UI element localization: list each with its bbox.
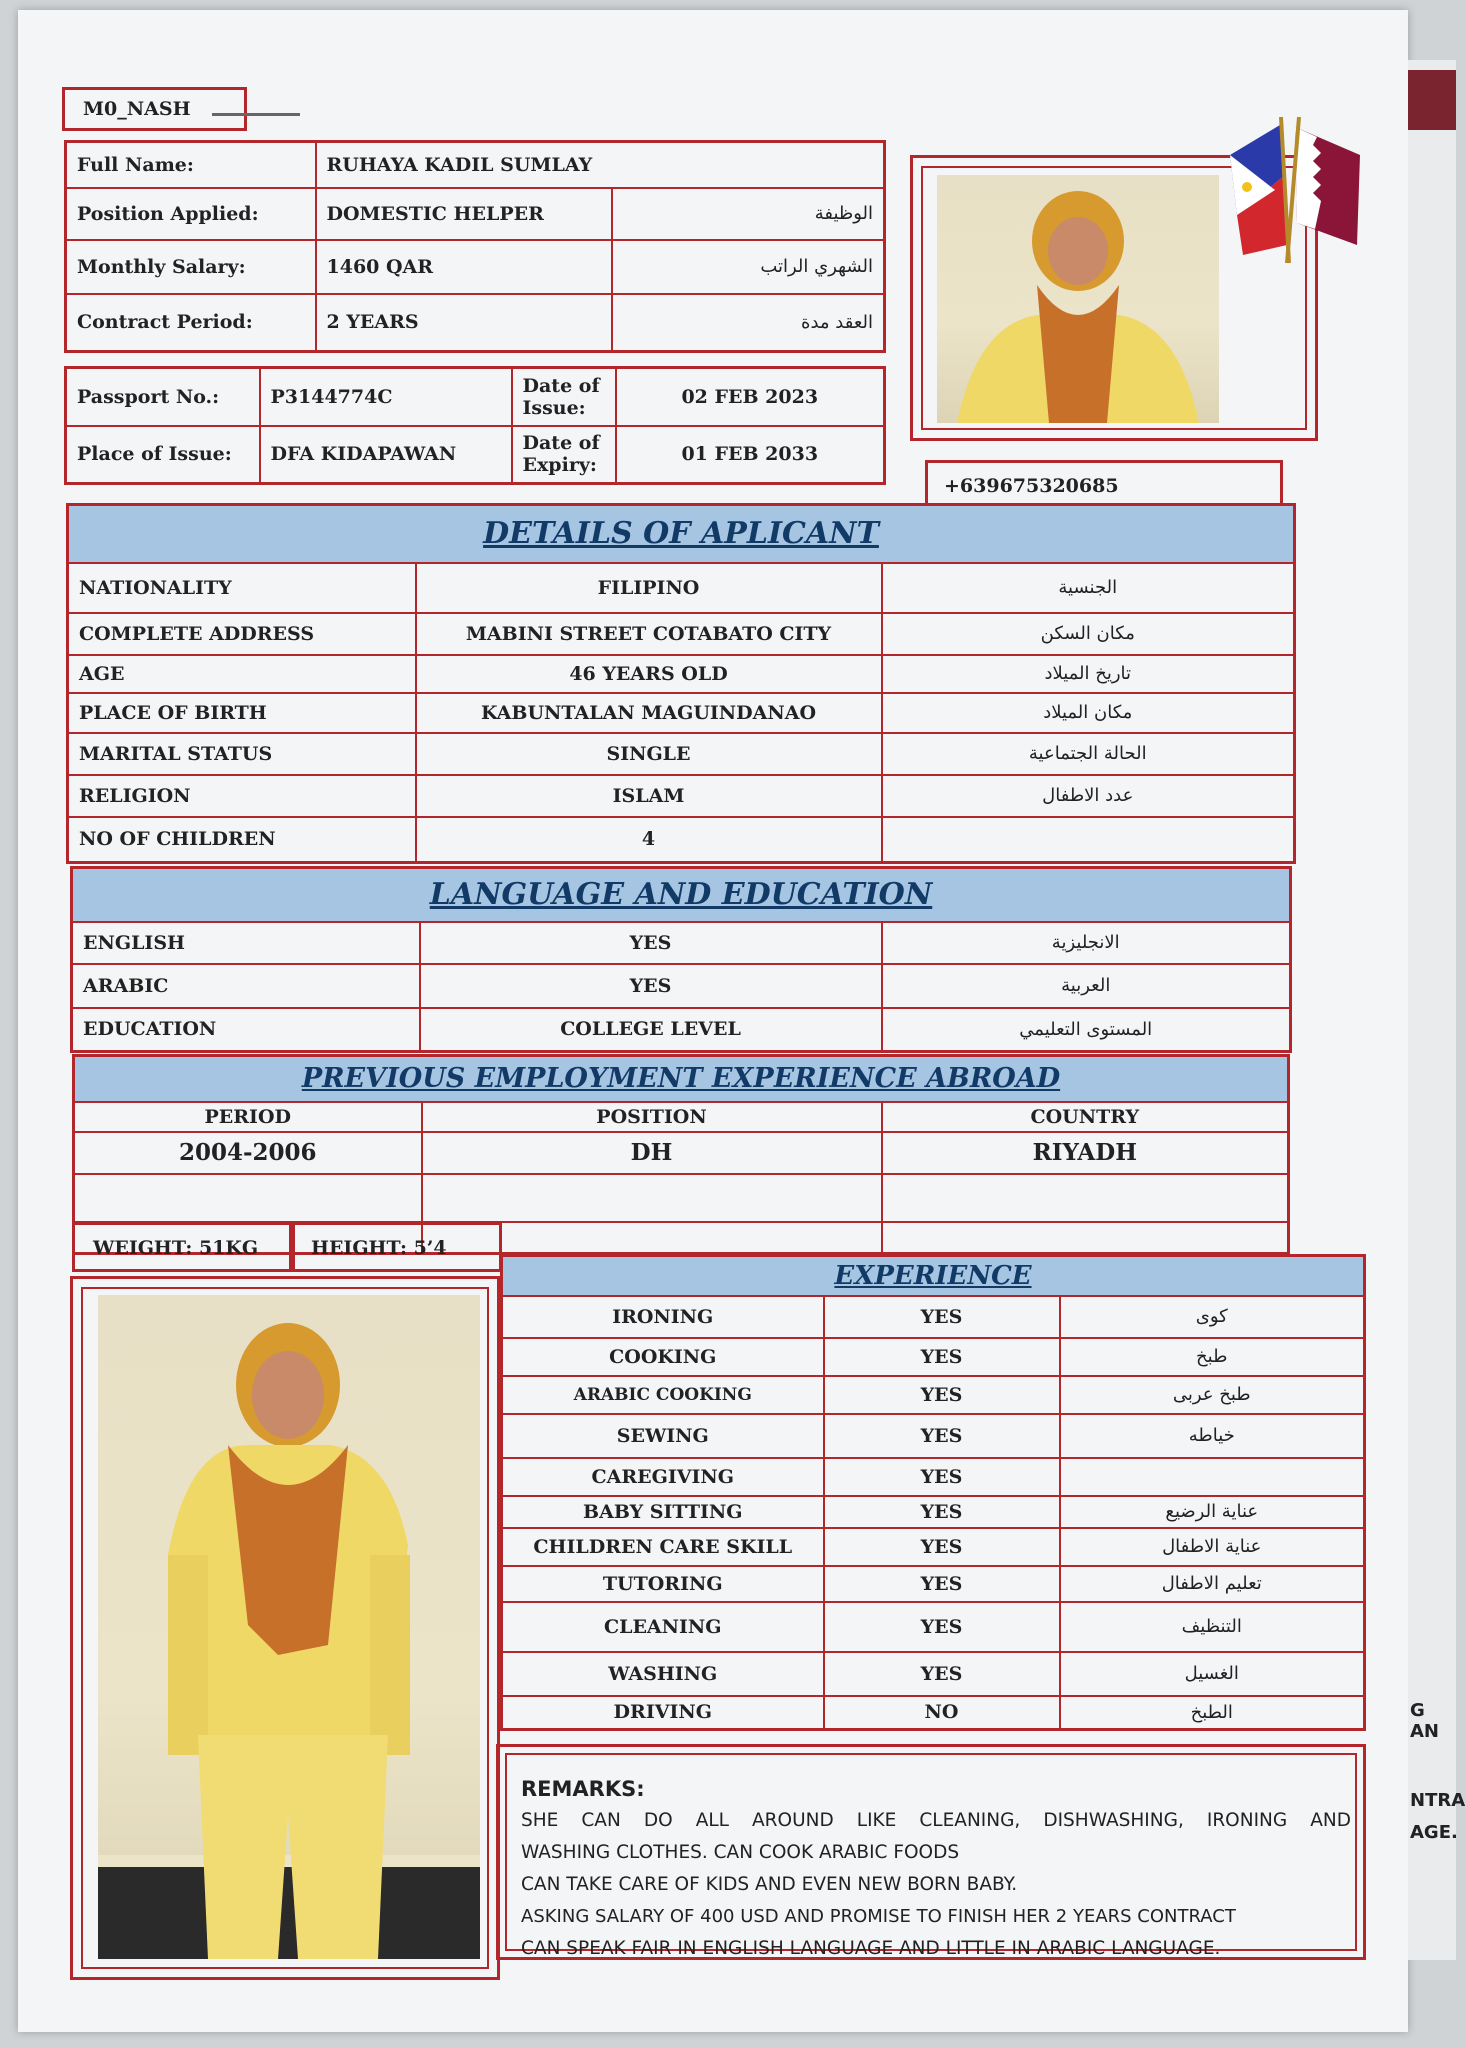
place-of-issue-value: DFA KIDAPAWAN bbox=[260, 426, 512, 484]
contract-arabic: العقد مدة bbox=[612, 294, 885, 352]
country-value: RIYADH bbox=[882, 1132, 1289, 1174]
place-of-issue-label: Place of Issue: bbox=[66, 426, 260, 484]
edge-text: AGE. bbox=[1410, 1822, 1458, 1843]
period-value: 2004-2006 bbox=[74, 1132, 422, 1174]
baby-sitting-label: BABY SITTING bbox=[502, 1496, 824, 1528]
expiry-date-value: 01 FEB 2033 bbox=[616, 426, 885, 484]
weight-box bbox=[72, 1222, 292, 1272]
arabic-cooking-value: YES bbox=[824, 1376, 1060, 1414]
arabic-value: YES bbox=[420, 964, 882, 1008]
cleaning-label: CLEANING bbox=[502, 1602, 824, 1652]
address-label: COMPLETE ADDRESS bbox=[68, 613, 416, 655]
english-label: ENGLISH bbox=[72, 922, 420, 964]
philippines-qatar-flags-icon bbox=[1225, 115, 1365, 265]
remarks-line: WASHING CLOTHES. CAN COOK ARABIC FOODS bbox=[521, 1842, 960, 1863]
marital-status-value: SINGLE bbox=[416, 733, 882, 775]
cleaning-value: YES bbox=[824, 1602, 1060, 1652]
caregiving-label: CAREGIVING bbox=[502, 1458, 824, 1496]
children-arabic bbox=[882, 817, 1295, 863]
driving-value: NO bbox=[824, 1696, 1060, 1730]
edge-text: NTRA bbox=[1410, 1790, 1465, 1811]
applicant-summary-table bbox=[64, 140, 886, 353]
washing-arabic: الغسيل bbox=[1060, 1652, 1365, 1696]
birthplace-value: KABUNTALAN MAGUINDANAO bbox=[416, 693, 882, 733]
sewing-label: SEWING bbox=[502, 1414, 824, 1458]
language-title: LANGUAGE AND EDUCATION bbox=[72, 868, 1291, 922]
details-title: DETAILS OF APLICANT bbox=[68, 505, 1295, 563]
remarks-line: CAN TAKE CARE OF KIDS AND EVEN NEW BORN BABY. bbox=[521, 1874, 1018, 1895]
age-label: AGE bbox=[68, 655, 416, 693]
passport-no-value: P3144774C bbox=[260, 368, 512, 426]
age-value: 46 YEARS OLD bbox=[416, 655, 882, 693]
full-body-figure bbox=[98, 1295, 480, 1959]
expiry-date-label: Date of Expiry: bbox=[512, 426, 616, 484]
position-header: POSITION bbox=[422, 1102, 882, 1132]
nationality-value: FILIPINO bbox=[416, 563, 882, 613]
salary-label: Monthly Salary: bbox=[66, 240, 316, 294]
education-value: COLLEGE LEVEL bbox=[420, 1008, 882, 1052]
remarks-box bbox=[496, 1744, 1366, 1960]
cooking-arabic: طبخ bbox=[1060, 1338, 1365, 1376]
tutoring-arabic: تعليم الاطفال bbox=[1060, 1566, 1365, 1602]
arabic-cooking-arabic: طبخ عربى bbox=[1060, 1376, 1365, 1414]
religion-label: RELIGION bbox=[68, 775, 416, 817]
portrait-photo bbox=[937, 175, 1219, 423]
cooking-value: YES bbox=[824, 1338, 1060, 1376]
height-text: HEIGHT: 5’4 bbox=[311, 1237, 447, 1259]
baby-sitting-arabic: عناية الرضيع bbox=[1060, 1496, 1365, 1528]
caregiving-arabic bbox=[1060, 1458, 1365, 1496]
remarks-line: ASKING SALARY OF 400 USD AND PROMISE TO FINISH HER 2 YEARS CONTRACT bbox=[521, 1906, 1236, 1927]
remarks-text bbox=[521, 1773, 1351, 1965]
details-table bbox=[66, 503, 1296, 864]
salary-arabic: الشهري الراتب bbox=[612, 240, 885, 294]
children-care-value: YES bbox=[824, 1528, 1060, 1566]
cleaning-arabic: التنظيف bbox=[1060, 1602, 1365, 1652]
salary-value: 1460 QAR bbox=[316, 240, 612, 294]
washing-label: WASHING bbox=[502, 1652, 824, 1696]
passport-no-label: Passport No.: bbox=[66, 368, 260, 426]
height-box bbox=[292, 1222, 502, 1272]
full-name-value: RUHAYA KADIL SUMLAY bbox=[316, 142, 885, 188]
issue-date-value: 02 FEB 2023 bbox=[616, 368, 885, 426]
edge-text: G AN bbox=[1410, 1700, 1439, 1742]
position-label: Position Applied: bbox=[66, 188, 316, 240]
contract-value: 2 YEARS bbox=[316, 294, 612, 352]
birthplace-label: PLACE OF BIRTH bbox=[68, 693, 416, 733]
remarks-line: SHE CAN DO ALL AROUND LIKE CLEANING, DISHWASHING, IRONING AND bbox=[521, 1810, 1351, 1831]
religion-value: ISLAM bbox=[416, 775, 882, 817]
language-education-table bbox=[70, 866, 1292, 1053]
contract-label: Contract Period: bbox=[66, 294, 316, 352]
education-arabic: المستوى التعليمي bbox=[882, 1008, 1291, 1052]
remarks-title: REMARKS: bbox=[521, 1777, 645, 1801]
phone-number: +639675320685 bbox=[925, 460, 1283, 510]
portrait-figure bbox=[937, 175, 1219, 423]
address-arabic: مكان السكن bbox=[882, 613, 1295, 655]
period-header: PERIOD bbox=[74, 1102, 422, 1132]
reference-code: M0_NASH bbox=[62, 87, 247, 131]
arabic-arabic: العربية bbox=[882, 964, 1291, 1008]
tutoring-label: TUTORING bbox=[502, 1566, 824, 1602]
issue-date-label: Date of Issue: bbox=[512, 368, 616, 426]
pen-stroke bbox=[212, 113, 300, 116]
remarks-line: CAN SPEAK FAIR IN ENGLISH LANGUAGE AND LITTLE IN ARABIC LANGUAGE. bbox=[521, 1938, 1221, 1959]
address-value: MABINI STREET COTABATO CITY bbox=[416, 613, 882, 655]
underlying-page bbox=[1408, 60, 1465, 1960]
empty-cell bbox=[882, 1174, 1289, 1222]
full-name-label: Full Name: bbox=[66, 142, 316, 188]
marital-status-arabic: الحالة الجتماعية bbox=[882, 733, 1295, 775]
employment-title: PREVIOUS EMPLOYMENT EXPERIENCE ABROAD bbox=[74, 1056, 1289, 1102]
ironing-label: IRONING bbox=[502, 1296, 824, 1338]
children-care-label: CHILDREN CARE SKILL bbox=[502, 1528, 824, 1566]
weight-text: WEIGHT: 51KG bbox=[93, 1237, 259, 1259]
position-arabic: الوظيفة bbox=[612, 188, 885, 240]
tutoring-value: YES bbox=[824, 1566, 1060, 1602]
children-care-arabic: عناية الاطفال bbox=[1060, 1528, 1365, 1566]
empty-cell bbox=[882, 1222, 1289, 1254]
birthplace-arabic: مكان الميلاد bbox=[882, 693, 1295, 733]
marital-status-label: MARITAL STATUS bbox=[68, 733, 416, 775]
nationality-arabic: الجنسية bbox=[882, 563, 1295, 613]
page-edge-strip bbox=[1408, 70, 1456, 130]
caregiving-value: YES bbox=[824, 1458, 1060, 1496]
english-arabic: الانجليزية bbox=[882, 922, 1291, 964]
passport-table bbox=[64, 366, 886, 485]
employer-position-value: DH bbox=[422, 1132, 882, 1174]
driving-arabic: الطبخ bbox=[1060, 1696, 1365, 1730]
ironing-value: YES bbox=[824, 1296, 1060, 1338]
arabic-cooking-label: ARABIC COOKING bbox=[502, 1376, 824, 1414]
full-body-photo-frame bbox=[70, 1276, 500, 1980]
children-label: NO OF CHILDREN bbox=[68, 817, 416, 863]
nationality-label: NATIONALITY bbox=[68, 563, 416, 613]
cooking-label: COOKING bbox=[502, 1338, 824, 1376]
empty-cell bbox=[74, 1174, 422, 1222]
experience-table bbox=[500, 1254, 1366, 1731]
empty-cell bbox=[422, 1174, 882, 1222]
age-arabic: تاريخ الميلاد bbox=[882, 655, 1295, 693]
experience-title: EXPERIENCE bbox=[502, 1256, 1365, 1296]
english-value: YES bbox=[420, 922, 882, 964]
driving-label: DRIVING bbox=[502, 1696, 824, 1730]
sewing-value: YES bbox=[824, 1414, 1060, 1458]
country-header: COUNTRY bbox=[882, 1102, 1289, 1132]
education-label: EDUCATION bbox=[72, 1008, 420, 1052]
full-body-photo bbox=[98, 1295, 480, 1959]
children-value: 4 bbox=[416, 817, 882, 863]
position-value: DOMESTIC HELPER bbox=[316, 188, 612, 240]
ironing-arabic: كوى bbox=[1060, 1296, 1365, 1338]
arabic-label: ARABIC bbox=[72, 964, 420, 1008]
baby-sitting-value: YES bbox=[824, 1496, 1060, 1528]
sewing-arabic: خياطه bbox=[1060, 1414, 1365, 1458]
washing-value: YES bbox=[824, 1652, 1060, 1696]
religion-arabic: عدد الاطفال bbox=[882, 775, 1295, 817]
